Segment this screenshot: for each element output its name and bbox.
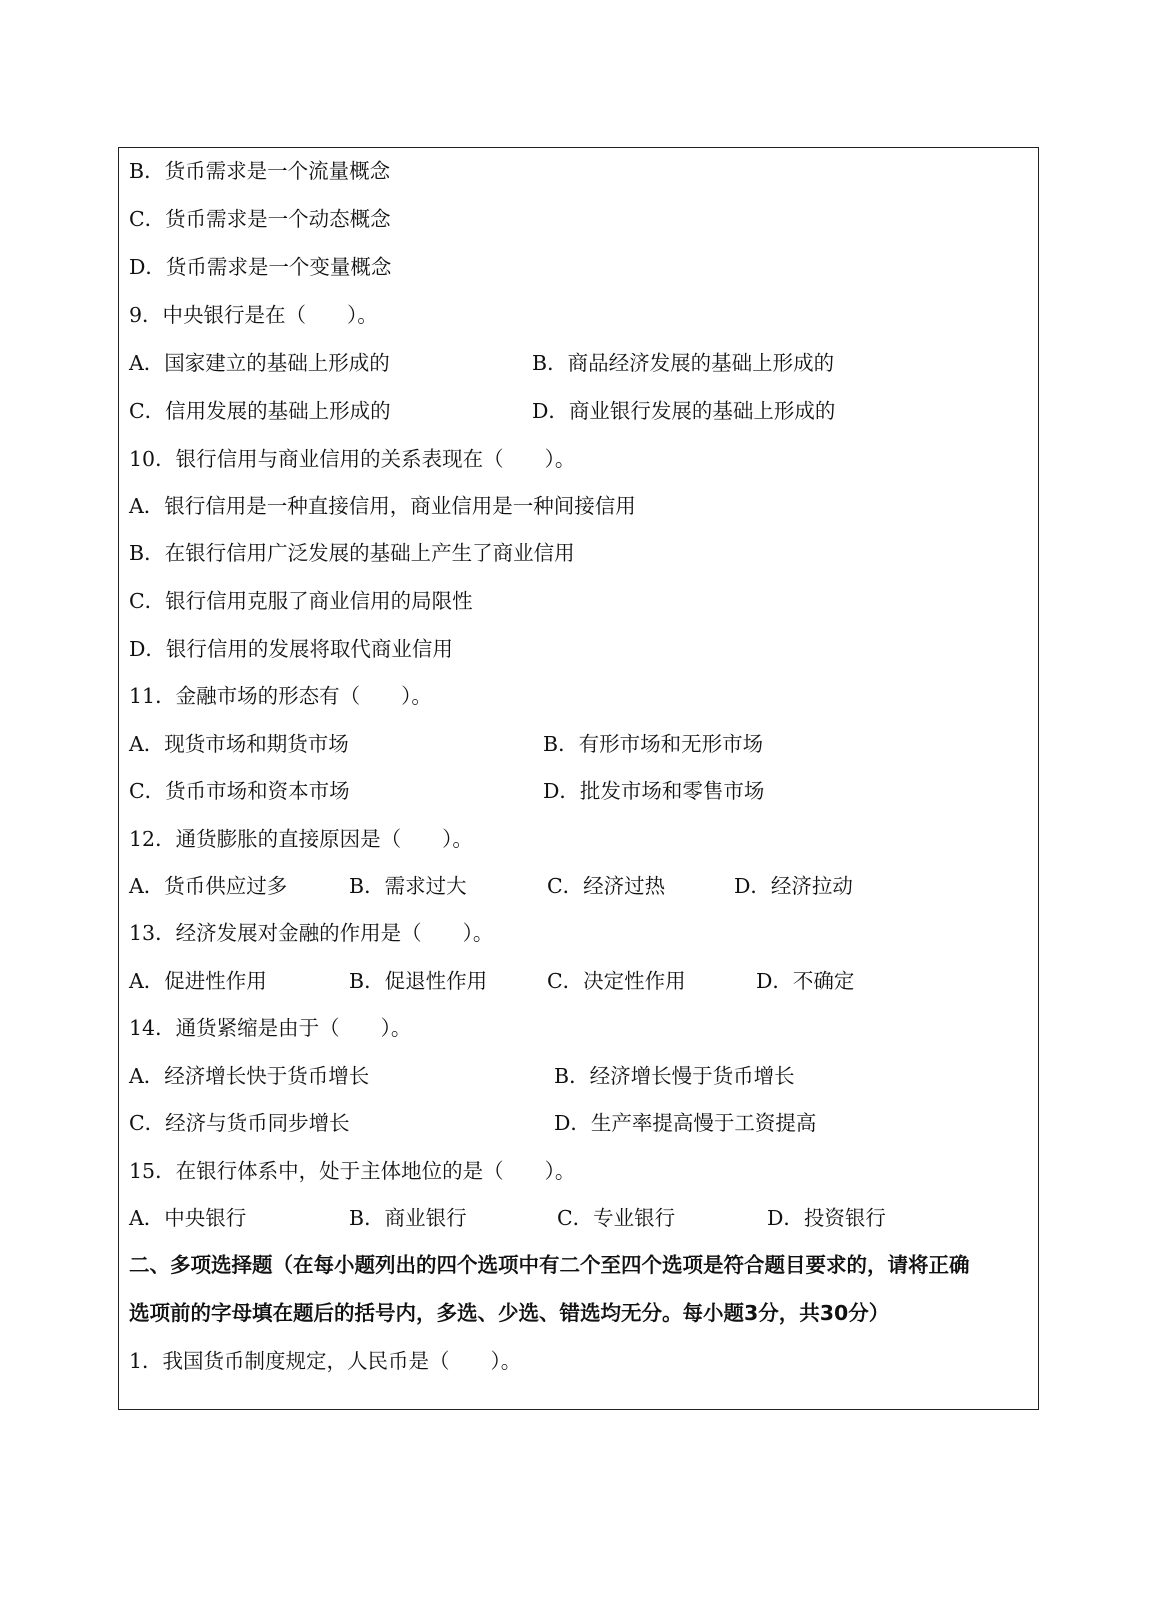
option-a: A．国家建立的基础上形成的 [129, 351, 390, 375]
option-c: C．货币市场和资本市场 [129, 779, 350, 803]
question-stem: 1．我国货币制度规定，人民币是（ ）。 [129, 1349, 522, 1373]
option-c: C．专业银行 [557, 1206, 676, 1230]
option-a: A．货币供应过多 [129, 874, 288, 898]
option-d: D．商业银行发展的基础上形成的 [532, 399, 836, 423]
option-d: D．批发市场和零售市场 [543, 779, 765, 803]
option-b: B．商业银行 [349, 1206, 467, 1230]
option-d: D．不确定 [756, 969, 855, 993]
option-b: B．商品经济发展的基础上形成的 [532, 351, 835, 375]
option-a: A．现货市场和期货市场 [129, 732, 349, 756]
option-line: D．银行信用的发展将取代商业信用 [129, 637, 453, 661]
option-line: C．货币需求是一个动态概念 [129, 207, 391, 231]
option-c: C．经济与货币同步增长 [129, 1111, 350, 1135]
option-a: A．促进性作用 [129, 969, 267, 993]
option-a: A．中央银行 [129, 1206, 247, 1230]
option-c: C．决定性作用 [547, 969, 686, 993]
question-stem: 14．通货紧缩是由于（ ）。 [129, 1016, 412, 1040]
question-box [118, 147, 1039, 1410]
question-stem: 12．通货膨胀的直接原因是（ ）。 [129, 827, 473, 851]
question-stem: 11．金融市场的形态有（ ）。 [129, 684, 432, 708]
question-stem: 13．经济发展对金融的作用是（ ）。 [129, 921, 494, 945]
question-stem: 15．在银行体系中，处于主体地位的是（ ）。 [129, 1159, 576, 1183]
option-c: C．经济过热 [547, 874, 666, 898]
option-line: A．银行信用是一种直接信用，商业信用是一种间接信用 [129, 494, 636, 518]
option-line: B．在银行信用广泛发展的基础上产生了商业信用 [129, 541, 575, 565]
option-b: B．有形市场和无形市场 [543, 732, 764, 756]
section-heading: 选项前的字母填在题后的括号内，多选、少选、错选均无分。每小题3分，共30分） [129, 1301, 890, 1325]
option-a: A．经济增长快于货币增长 [129, 1064, 370, 1088]
option-d: D．生产率提高慢于工资提高 [554, 1111, 817, 1135]
question-stem: 10．银行信用与商业信用的关系表现在（ ）。 [129, 447, 576, 471]
option-d: D．投资银行 [767, 1206, 886, 1230]
section-heading: 二、多项选择题（在每小题列出的四个选项中有二个至四个选项是符合题目要求的，请将正确 [129, 1253, 970, 1277]
option-b: B．经济增长慢于货币增长 [554, 1064, 795, 1088]
option-b: B．需求过大 [349, 874, 467, 898]
option-line: C．银行信用克服了商业信用的局限性 [129, 589, 473, 613]
option-line: B．货币需求是一个流量概念 [129, 159, 391, 183]
option-b: B．促退性作用 [349, 969, 488, 993]
option-c: C．信用发展的基础上形成的 [129, 399, 391, 423]
option-d: D．经济拉动 [734, 874, 853, 898]
question-stem: 9．中央银行是在（ ）。 [129, 303, 378, 327]
option-line: D．货币需求是一个变量概念 [129, 255, 392, 279]
